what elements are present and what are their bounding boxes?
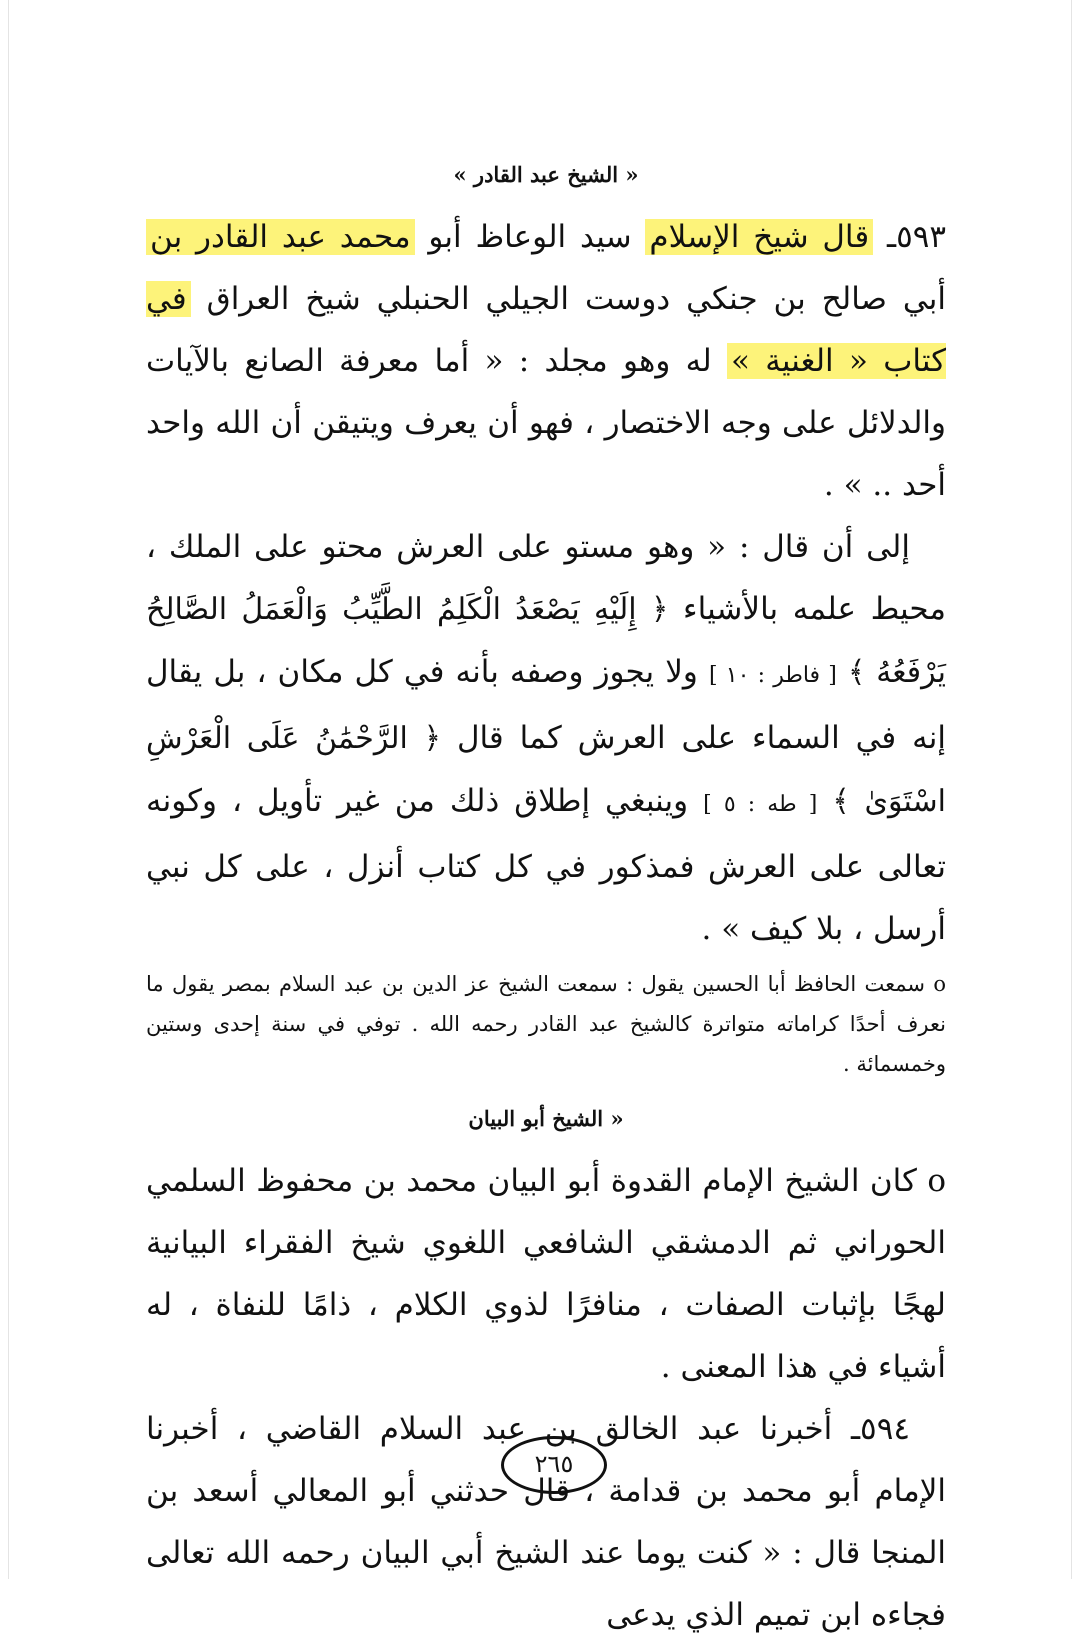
- highlight-3: في كتاب « الغنية »: [146, 281, 946, 379]
- page-content: [146, 150, 946, 1646]
- verse-reference: [ فاطر : ١٠ ]: [708, 663, 837, 688]
- text-segment: له وهو مجلد : « أما معرفة الصانع بالآيات والدلائل على وجه الاختصار ، فهو أن يعرف ويتيقن أن الله واحد أحد .. » .: [146, 343, 946, 503]
- quran-verse-taha: ﴿ الرَّحْمَٰنُ عَلَى الْعَرْشِ اسْتَوَىٰ ﴾: [146, 721, 947, 819]
- text-segment: أخبرنا عبد الخالق بن عبد السلام القاضي ، أخبرنا الإمام أبو محمد بن قدامة ، قال حدثني أبو المعالي أسعد بن المنجا قال : « كنت يوما عند الشيخ أبي البيان رحمه الله تعالى فجاءه ابن تميم الذي يدعى: [146, 1411, 946, 1633]
- text-segment: أبي صالح بن جنكي دوست الجيلي الحنبلي شيخ العراق: [206, 281, 946, 317]
- paragraph-594: [146, 1398, 946, 1646]
- text-segment: إلى أن قال : « وهو مستو على العرش محتو على الملك ، محيط علمه بالأشياء: [146, 529, 946, 627]
- highlight-2: محمد عبد القادر بن: [146, 219, 415, 255]
- highlight-1: قال شيخ الإسلام: [645, 219, 873, 255]
- text-segment: ولا يجوز وصفه بأنه في كل مكان ، بل يقال إنه في السماء على العرش كما قال: [146, 654, 946, 756]
- paragraph-593: [146, 206, 946, 516]
- hadith-number-594: ٥٩٤ـ: [850, 1411, 910, 1447]
- page-number-badge: ٢٦٥: [501, 1436, 607, 1494]
- text-segment: سيد الوعاظ أبو: [428, 219, 632, 255]
- text-segment: وينبغي إطلاق ذلك من غير تأويل ، وكونه تعالى على العرش فمذكور في كل كتاب أنزل ، على كل نبي أرسل ، بلا كيف » .: [146, 783, 946, 947]
- quran-verse-fatir: ﴿ إِلَيْهِ يَصْعَدُ الْكَلِمُ الطَّيِّبُ وَالْعَمَلُ الصَّالِحُ يَرْفَعُهُ ﴾: [146, 592, 947, 690]
- verse-reference: [ طه : ٥ ]: [703, 792, 818, 817]
- section-title-abdulqadir: « الشيخ عبد القادر »: [453, 162, 639, 187]
- section-title-abulbayan: « الشيخ أبو البيان: [468, 1106, 624, 1131]
- book-page: [8, 0, 1072, 1633]
- paragraph-abulbayan-bio: o كان الشيخ الإمام القدوة أبو البيان محمد بن محفوظ السلمي الحوراني ثم الدمشقي الشافعي اللغوي شيخ الفقراء البيانية لهجًا بإثبات الصفات ، منافرًا لذوي الكلام ، ذامًا للنفاة ، له أشياء في هذا المعنى .: [146, 1163, 946, 1385]
- paragraph-quote-continued: [146, 516, 946, 960]
- note-paragraph: o سمعت الحافظ أبا الحسين يقول : سمعت الشيخ عز الدين بن عبد السلام بمصر يقول ما نعرف أحدًا كراماته متواترة كالشيخ عبد القادر رحمه الله . توفي في سنة إحدى وستين وخمسمائة .: [146, 972, 946, 1076]
- hadith-number-593: ٥٩٣ـ: [886, 219, 947, 255]
